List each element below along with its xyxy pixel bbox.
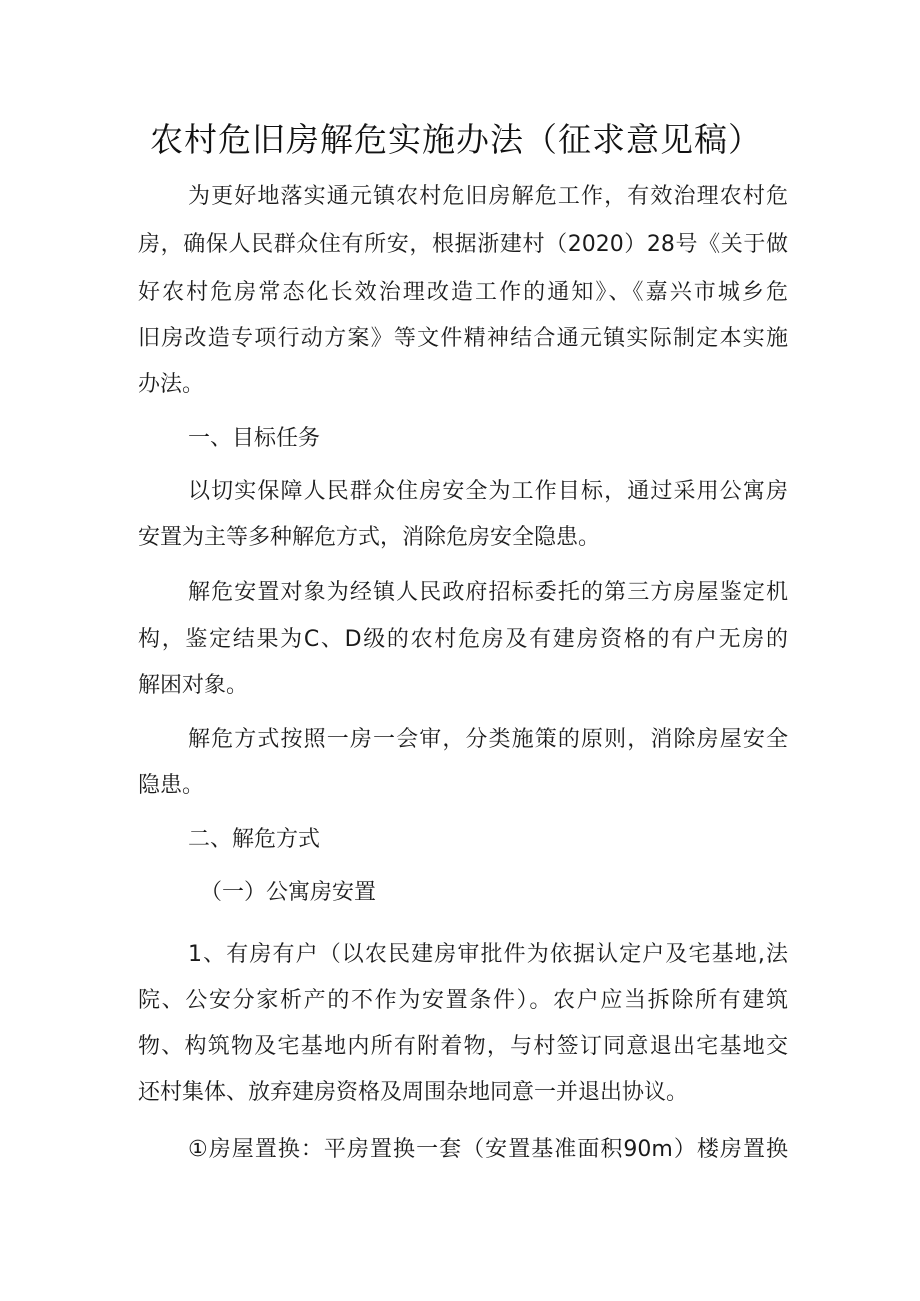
paragraph-line: 好农村危房常态化长效治理改造工作的通知》、《嘉兴市城乡危: [138, 280, 788, 305]
paragraph-line: 1、有房有户（以农民建房审批件为依据认定户及宅基地,法: [188, 942, 788, 967]
paragraph-line: 办法。: [138, 372, 205, 397]
section-heading: 一、目标任务: [188, 426, 321, 451]
paragraph-line: 安置为主等多种解危方式，消除危房安全隐患。: [138, 525, 601, 550]
paragraph-line: 还村集体、放弃建房资格及周围杂地同意一并退出协议。: [138, 1080, 689, 1105]
paragraph-line: 解困对象。: [138, 673, 249, 698]
paragraph-line: 物、构筑物及宅基地内所有附着物，与村签订同意退出宅基地交: [138, 1034, 788, 1059]
paragraph-line: 隐患。: [138, 773, 205, 798]
paragraph-line: 构，鉴定结果为C、D级的农村危房及有建房资格的有户无房的: [138, 627, 788, 652]
paragraph-line: 解危方式按照一房一会审，分类施策的原则，消除房屋安全: [188, 727, 788, 752]
paragraph-line: 房，确保人民群众住有所安，根据浙建村（2020）28号《关于做: [138, 232, 788, 257]
paragraph-line: 旧房改造专项行动方案》等文件精神结合通元镇实际制定本实施: [138, 326, 788, 351]
paragraph-line: 解危安置对象为经镇人民政府招标委托的第三方房屋鉴定机: [188, 580, 788, 605]
subsection-heading: （一）公寓房安置: [200, 880, 377, 905]
section-heading: 二、解危方式: [188, 827, 321, 852]
paragraph-line: ①房屋置换：平房置换一套（安置基准面积90m）楼房置换: [188, 1137, 788, 1162]
paragraph-line: 以切实保障人民群众住房安全为工作目标，通过采用公寓房: [188, 479, 788, 504]
paragraph-line: 院、公安分家析产的不作为安置条件）。农户应当拆除所有建筑: [138, 988, 788, 1013]
document-title: 农村危旧房解危实施办法（征求意见稿）: [150, 120, 762, 159]
paragraph-line: 为更好地落实通元镇农村危旧房解危工作，有效治理农村危: [188, 184, 788, 209]
